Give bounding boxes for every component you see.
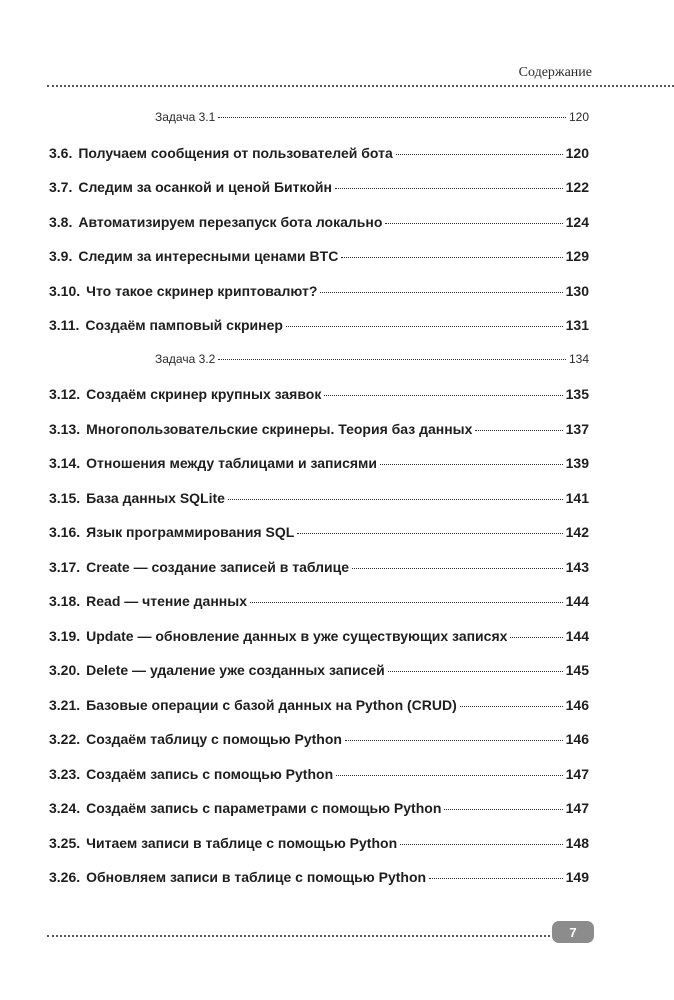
page-header-title: Содержание (518, 65, 592, 80)
toc-task-entry (155, 352, 589, 366)
toc-entry-page: 122 (565, 179, 589, 195)
toc-entry-page: 143 (565, 558, 589, 575)
toc-entry-number: 3.23. (49, 765, 81, 782)
toc-entry-title: Задача 3.2 (155, 351, 216, 366)
toc-entry-page: 137 (565, 420, 589, 437)
toc-entry (49, 214, 589, 230)
toc-entry-title: Обновляем записи в таблице с помощью Python (86, 869, 427, 885)
toc-entry-page: 146 (565, 696, 589, 713)
toc-entry (49, 559, 589, 575)
dot-leader (460, 706, 563, 707)
toc-entry-title: Базовые операции с базой данных на Python (CRUD) (86, 696, 457, 713)
dot-leader (286, 326, 563, 327)
toc-entry-number: 3.21. (49, 696, 81, 713)
toc-entry (49, 869, 589, 885)
toc-entry-number: 3.20. (49, 662, 81, 678)
toc-entry-title: Создаём запись с помощью Python (86, 765, 334, 782)
toc-entry-page: 134 (568, 351, 589, 366)
dot-leader (396, 154, 563, 155)
dot-leader (388, 671, 563, 672)
toc-entry-title: Create — создание записей в таблице (86, 558, 350, 575)
toc-entry (49, 248, 589, 264)
toc-entry-title: Многопользовательские скринеры. Теория баз данных (86, 420, 473, 437)
toc-entry (49, 835, 589, 851)
toc-entry-page: 145 (565, 662, 589, 678)
toc-entry-number: 3.13. (49, 420, 81, 437)
dot-leader (228, 499, 563, 500)
dot-leader (510, 637, 562, 638)
toc-entry (49, 766, 589, 782)
dot-leader (380, 464, 563, 465)
toc-entry (49, 455, 589, 471)
toc-entry-title: Следим за осанкой и ценой Биткойн (78, 179, 332, 195)
toc-entry-title: Получаем сообщения от пользователей бота (78, 144, 393, 161)
toc-entry-page: 149 (565, 869, 589, 885)
toc-entry-page: 142 (565, 524, 589, 540)
dot-leader (320, 292, 562, 293)
toc-entry-number: 3.10. (49, 282, 81, 299)
toc-entry-number: 3.15. (49, 489, 81, 506)
toc-entry-number: 3.24. (49, 800, 81, 816)
dot-leader (475, 430, 562, 431)
toc-task-entry (155, 110, 589, 124)
toc-entry-title: Update — обновление данных в уже существующих записях (86, 627, 508, 644)
toc-entry-page: 148 (565, 834, 589, 851)
dot-leader (345, 740, 563, 741)
toc-entry (49, 697, 589, 713)
toc-entry (49, 283, 589, 299)
dot-leader (335, 188, 563, 189)
toc-entry-title: Создаём таблицу с помощью Python (86, 731, 342, 747)
toc-entry-number: 3.19. (49, 627, 81, 644)
toc-entry-number: 3.17. (49, 558, 81, 575)
toc-entry-page: 120 (565, 144, 589, 161)
toc-entry-title: Что такое скринер криптовалют? (86, 282, 318, 299)
toc-entry (49, 593, 589, 609)
page-number-badge: 7 (552, 921, 594, 943)
toc-entry-page: 135 (565, 386, 589, 402)
toc-entry-number: 3.11. (49, 317, 80, 333)
toc-entry-page: 129 (565, 248, 589, 264)
toc-entry (49, 145, 589, 161)
toc-entry-number: 3.22. (49, 731, 81, 747)
toc-entry-title: Отношения между таблицами и записями (86, 455, 377, 471)
dot-leader (218, 359, 566, 360)
toc-entry (49, 628, 589, 644)
toc-entry-number: 3.16. (49, 524, 81, 540)
toc-entry-page: 146 (565, 731, 589, 747)
toc-entry-number: 3.25. (49, 834, 81, 851)
toc-entry-number: 3.18. (49, 593, 81, 609)
toc-entry-page: 144 (565, 593, 589, 609)
dot-leader (444, 809, 562, 810)
toc-entry-page: 147 (565, 800, 589, 816)
dot-leader (250, 602, 563, 603)
toc-entry-title: Следим за интересными ценами BTC (78, 248, 339, 264)
toc-entry (49, 731, 589, 747)
toc-entry-number: 3.14. (49, 455, 81, 471)
toc-entry (49, 524, 589, 540)
dot-leader (297, 533, 562, 534)
toc-entry-number: 3.26. (49, 869, 81, 885)
toc-entry-title: Read — чтение данных (86, 593, 247, 609)
toc-entry-page: 130 (565, 282, 589, 299)
toc-entry-page: 124 (565, 213, 589, 230)
toc-entry-title: Язык программирования SQL (86, 524, 295, 540)
dot-leader (385, 223, 562, 224)
toc-entry (49, 386, 589, 402)
toc-entry (49, 317, 589, 333)
toc-entry-page: 144 (565, 627, 589, 644)
toc-entry-title: Создаём запись с параметрами с помощью Python (86, 800, 442, 816)
dot-leader (429, 878, 563, 879)
toc-entry-page: 147 (565, 765, 589, 782)
toc-entry (49, 662, 589, 678)
dot-leader (324, 395, 562, 396)
dot-leader (336, 775, 563, 776)
toc-entry-number: 3.6. (49, 144, 73, 161)
dot-leader (341, 257, 562, 258)
toc-entry-title: Задача 3.1 (155, 110, 216, 124)
toc-entry-page: 120 (568, 110, 589, 124)
toc-entry-title: Читаем записи в таблице с помощью Python (86, 834, 398, 851)
toc-entry-page: 139 (565, 455, 589, 471)
toc-entry (49, 421, 589, 437)
toc-entry (49, 179, 589, 195)
toc-entry-title: Автоматизируем перезапуск бота локально (78, 213, 383, 230)
footer-dotted-rule (47, 935, 574, 937)
toc-entry-page: 141 (565, 489, 589, 506)
toc-entry (49, 800, 589, 816)
toc-entry (49, 490, 589, 506)
toc-entry-title: Создаём скринер крупных заявок (86, 386, 322, 402)
toc-entry-number: 3.8. (49, 213, 73, 230)
toc-entry-title: Создаём памповый скринер (85, 317, 283, 333)
toc-entry-number: 3.12. (49, 386, 81, 402)
dot-leader (218, 117, 566, 118)
toc-entry-title: База данных SQLite (86, 489, 225, 506)
toc-entry-number: 3.9. (49, 248, 73, 264)
toc-entry-number: 3.7. (49, 179, 73, 195)
toc-entry-page: 131 (565, 317, 589, 333)
dot-leader (352, 568, 563, 569)
dot-leader (400, 844, 563, 845)
toc-entry-title: Delete — удаление уже созданных записей (86, 662, 385, 678)
